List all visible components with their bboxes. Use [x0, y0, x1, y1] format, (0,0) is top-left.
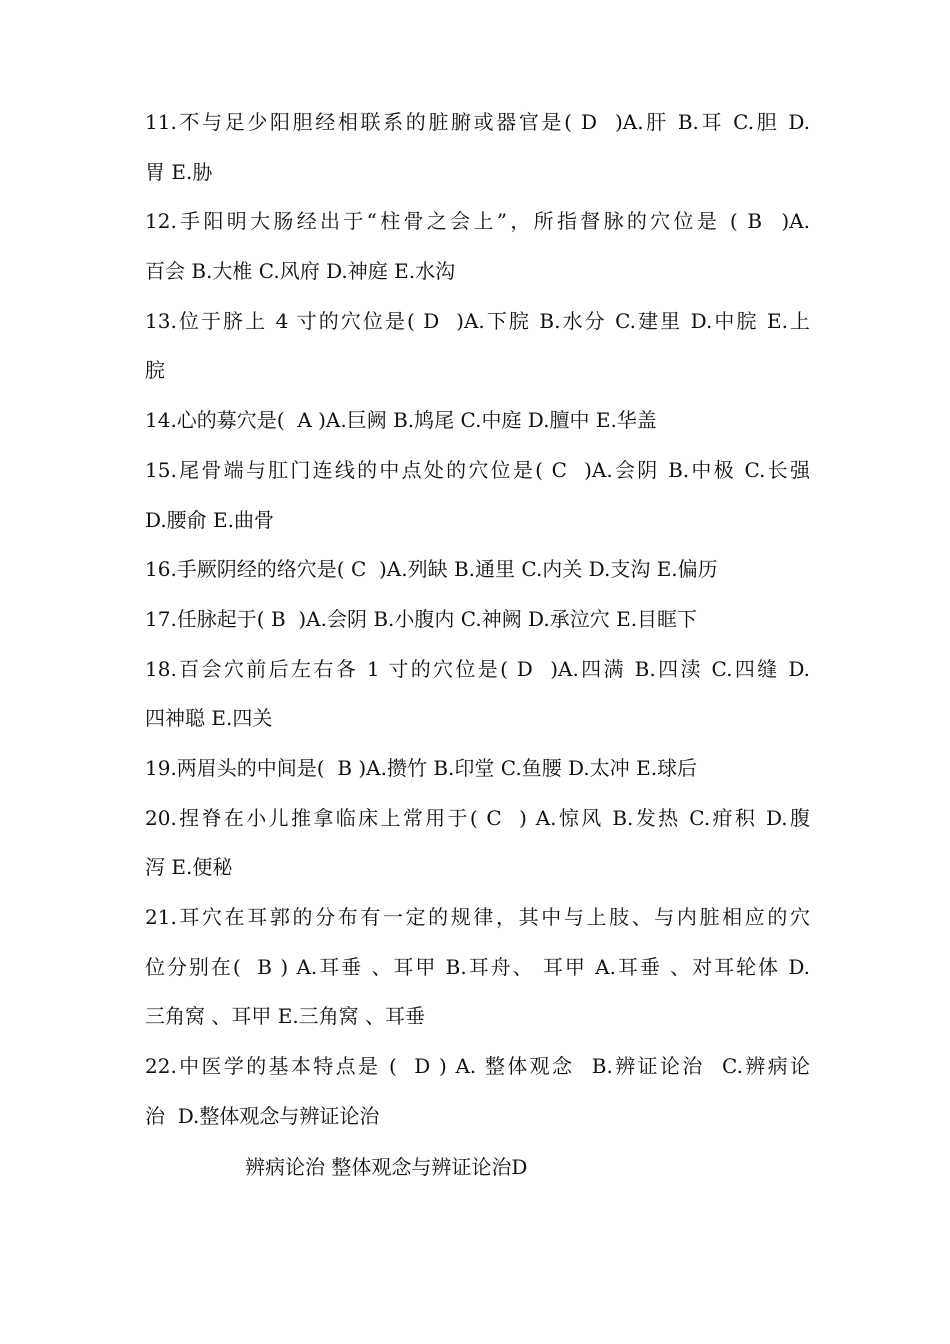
question-list — [145, 98, 810, 1141]
text-line: 三角窝 、耳甲 E.三角窝 、耳垂 — [145, 1004, 426, 1029]
text-line: 四神聪 E.四关 — [145, 706, 273, 731]
text-line: 18.百会穴前后左右各 1 寸的穴位是( D )A.四满 B.四渎 C.四缝 D. — [145, 656, 810, 681]
text-line: 位分别在( B ) A.耳垂 、耳甲 B.耳舟、 耳甲 A.耳垂 、对耳轮体 D. — [145, 954, 810, 979]
text-line: 13.位于脐上 4 寸的穴位是( D )A.下脘 B.水分 C.建里 D.中脘 E.上 — [145, 308, 810, 333]
trailing-text: 辨病论治 整体观念与辨证论治D — [245, 1155, 528, 1179]
text-line: 脘 — [145, 358, 165, 383]
text-line: 16.手厥阴经的络穴是( C )A.列缺 B.通里 C.内关 D.支沟 E.偏历 — [145, 557, 718, 582]
text-line: 泻 E.便秘 — [145, 855, 233, 880]
text-line: 20.捏脊在小儿推拿临床上常用于( C ) A.惊风 B.发热 C.疳积 D.腹 — [145, 805, 810, 830]
text-line: 11.不与足少阳胆经相联系的脏腑或器官是( D )A.肝 B.耳 C.胆 D. — [145, 110, 810, 134]
text-line: 17.任脉起于( B )A.会阴 B.小腹内 C.神阙 D.承泣穴 E.目眶下 — [145, 606, 698, 631]
text-line: 15.尾骨端与肛门连线的中点处的穴位是( C )A.会阴 B.中极 C.长强 — [145, 457, 810, 482]
text-line: D.腰俞 E.曲骨 — [145, 507, 274, 532]
text-line: 百会 B.大椎 C.风府 D.神庭 E.水沟 — [145, 259, 456, 284]
text-line: 胃 E.胁 — [145, 159, 213, 184]
text-line: 治 D.整体观念与辨证论治 — [145, 1103, 380, 1128]
text-line: 12.手阳明大肠经出于“柱骨之会上”，所指督脉的穴位是 ( B )A. — [145, 209, 810, 234]
text-line: 14.心的募穴是( A )A.巨阙 B.鸠尾 C.中庭 D.膻中 E.华盖 — [145, 408, 657, 433]
text-line: 22.中医学的基本特点是 ( D ) A. 整体观念 B.辨证论治 C.辨病论 — [145, 1054, 810, 1079]
text-line: 19.两眉头的中间是( B )A.攒竹 B.印堂 C.鱼腰 D.太冲 E.球后 — [145, 755, 698, 780]
text-line: 21.耳穴在耳郭的分布有一定的规律，其中与上肢、与内脏相应的穴 — [145, 905, 810, 929]
